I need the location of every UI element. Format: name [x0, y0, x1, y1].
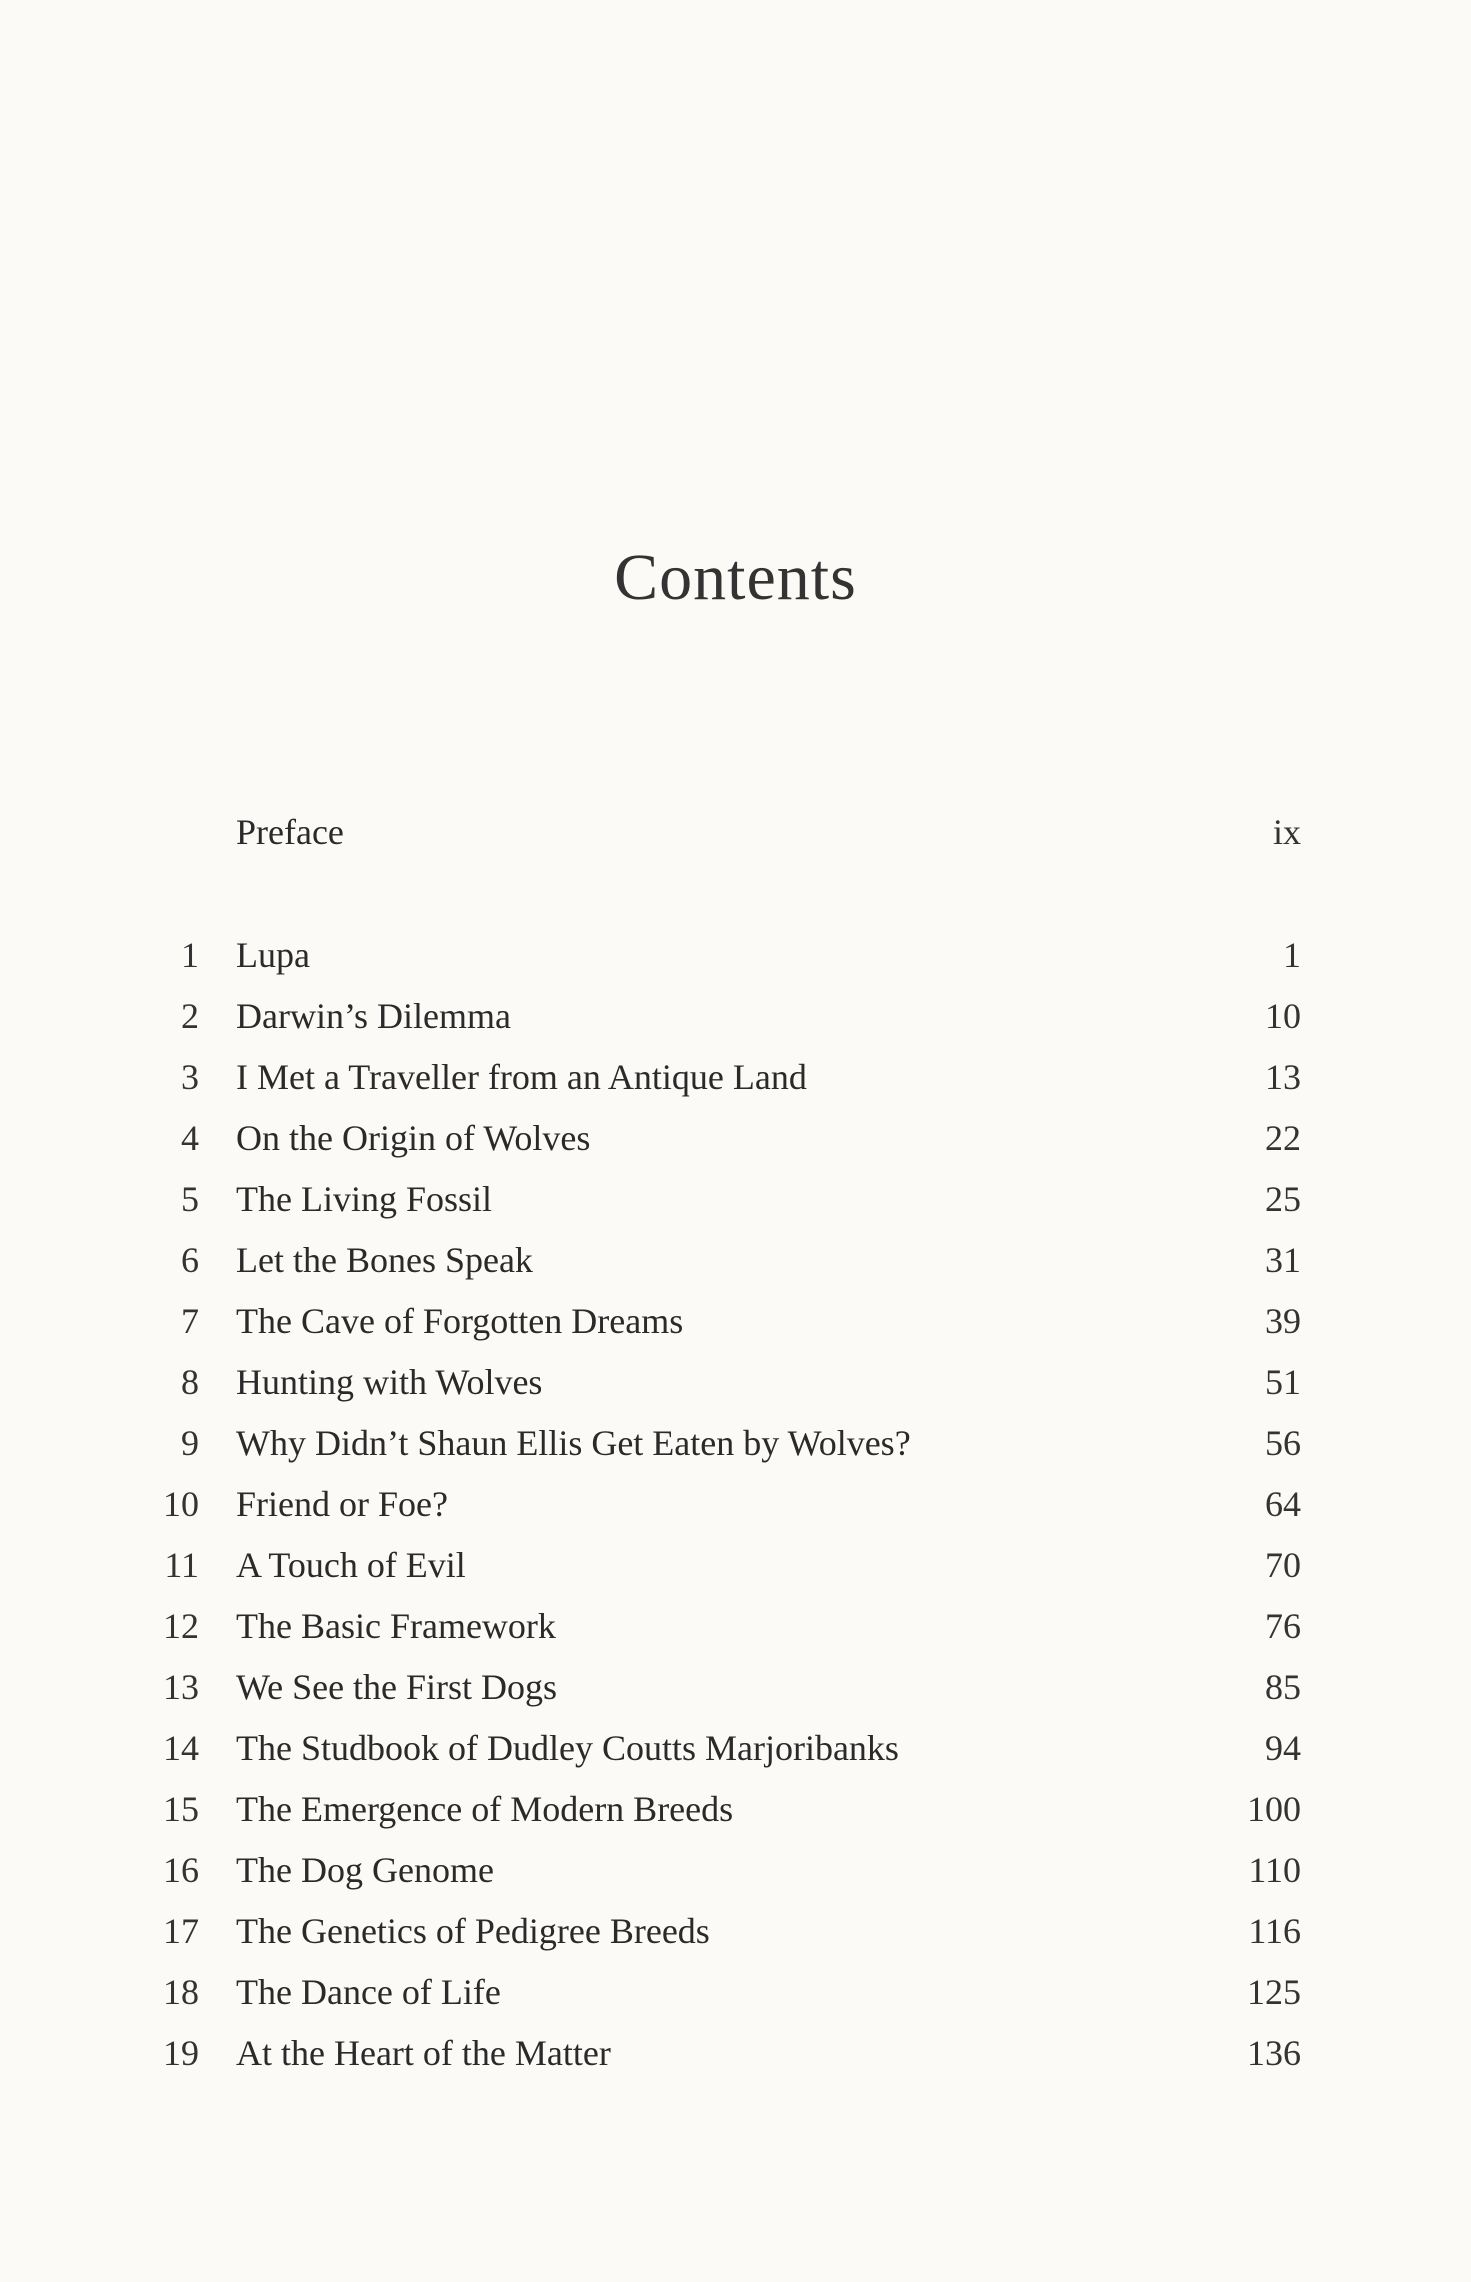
- chapter-title: Friend or Foe?: [236, 1484, 448, 1524]
- chapter-title: Let the Bones Speak: [236, 1240, 533, 1280]
- toc-entry[interactable]: [0, 1474, 1471, 1534]
- chapter-title: The Dance of Life: [236, 1972, 501, 2012]
- page-number: 136: [1247, 2033, 1301, 2073]
- chapter-title: I Met a Traveller from an Antique Land: [236, 1057, 807, 1097]
- chapter-number: 18: [163, 1972, 199, 2012]
- page-number: 56: [1265, 1423, 1301, 1463]
- toc-entry[interactable]: [0, 1962, 1471, 2022]
- toc-entry[interactable]: [0, 1230, 1471, 1290]
- page-number: 70: [1265, 1545, 1301, 1585]
- chapter-number: 5: [181, 1179, 199, 1219]
- chapter-number: 7: [181, 1301, 199, 1341]
- chapter-title: The Living Fossil: [236, 1179, 493, 1219]
- chapter-number: 17: [163, 1911, 199, 1951]
- toc-entry[interactable]: [0, 1047, 1471, 1107]
- page-number: 51: [1265, 1362, 1301, 1402]
- chapter-number: 16: [163, 1850, 199, 1890]
- chapter-number: 8: [181, 1362, 199, 1402]
- chapter-number: 4: [181, 1118, 199, 1158]
- chapter-number: 19: [163, 2033, 199, 2073]
- toc-entry-preface[interactable]: [0, 802, 1471, 862]
- page-number: ix: [1272, 812, 1301, 852]
- toc-entry[interactable]: [0, 1535, 1471, 1595]
- toc-entry[interactable]: [0, 2023, 1471, 2083]
- page-number: 64: [1265, 1484, 1301, 1524]
- chapter-number: 2: [181, 996, 199, 1036]
- toc-entry[interactable]: [0, 1291, 1471, 1351]
- page-number: 116: [1248, 1911, 1301, 1951]
- chapter-number: 12: [163, 1606, 199, 1646]
- page-number: 13: [1265, 1057, 1301, 1097]
- toc-entry[interactable]: [0, 1413, 1471, 1473]
- page-number: 25: [1265, 1179, 1301, 1219]
- chapter-title: Lupa: [236, 935, 310, 975]
- page-number: 76: [1265, 1606, 1301, 1646]
- chapter-number: 15: [163, 1789, 199, 1829]
- toc-entry[interactable]: [0, 1840, 1471, 1900]
- toc-entry[interactable]: [0, 986, 1471, 1046]
- chapter-title: We See the First Dogs: [236, 1667, 558, 1707]
- chapter-title: The Emergence of Modern Breeds: [236, 1789, 734, 1829]
- chapter-number: 10: [163, 1484, 199, 1524]
- page-number: 125: [1247, 1972, 1301, 2012]
- chapter-title: Why Didn’t Shaun Ellis Get Eaten by Wolves?: [236, 1423, 911, 1463]
- page-number: 110: [1248, 1850, 1301, 1890]
- page-number: 31: [1265, 1240, 1301, 1280]
- toc-entry[interactable]: [0, 1108, 1471, 1168]
- chapter-title: Darwin’s Dilemma: [236, 996, 511, 1036]
- chapter-number: 1: [181, 935, 199, 975]
- page-number: 94: [1265, 1728, 1301, 1768]
- chapter-title: The Basic Framework: [236, 1606, 556, 1646]
- page-number: 100: [1247, 1789, 1301, 1829]
- chapter-number: 3: [181, 1057, 199, 1097]
- toc-entry[interactable]: [0, 1657, 1471, 1717]
- chapter-title: Preface: [236, 812, 344, 852]
- chapter-title: On the Origin of Wolves: [236, 1118, 591, 1158]
- page-number: 22: [1265, 1118, 1301, 1158]
- chapter-number: 11: [164, 1545, 199, 1585]
- toc-entry[interactable]: [0, 1901, 1471, 1961]
- chapter-title: The Studbook of Dudley Coutts Marjoribanks: [236, 1728, 899, 1768]
- chapter-number: 14: [163, 1728, 199, 1768]
- chapter-title: Hunting with Wolves: [236, 1362, 543, 1402]
- chapter-title: At the Heart of the Matter: [236, 2033, 611, 2073]
- toc-entry[interactable]: [0, 1718, 1471, 1778]
- toc-entry[interactable]: [0, 1779, 1471, 1839]
- page-number: 85: [1265, 1667, 1301, 1707]
- chapter-number: 9: [181, 1423, 199, 1463]
- chapter-number: 13: [163, 1667, 199, 1707]
- page-number: 39: [1265, 1301, 1301, 1341]
- toc-entry[interactable]: [0, 1596, 1471, 1656]
- page-title: Contents: [614, 541, 857, 614]
- toc-entry[interactable]: [0, 1352, 1471, 1412]
- chapter-title: The Cave of Forgotten Dreams: [236, 1301, 684, 1341]
- page-number: 10: [1265, 996, 1301, 1036]
- toc-entry[interactable]: [0, 925, 1471, 985]
- page-number: 1: [1283, 935, 1301, 975]
- toc-entry[interactable]: [0, 1169, 1471, 1229]
- chapter-title: The Dog Genome: [236, 1850, 494, 1890]
- chapter-title: A Touch of Evil: [236, 1545, 466, 1585]
- chapter-number: 6: [181, 1240, 199, 1280]
- chapter-title: The Genetics of Pedigree Breeds: [236, 1911, 710, 1951]
